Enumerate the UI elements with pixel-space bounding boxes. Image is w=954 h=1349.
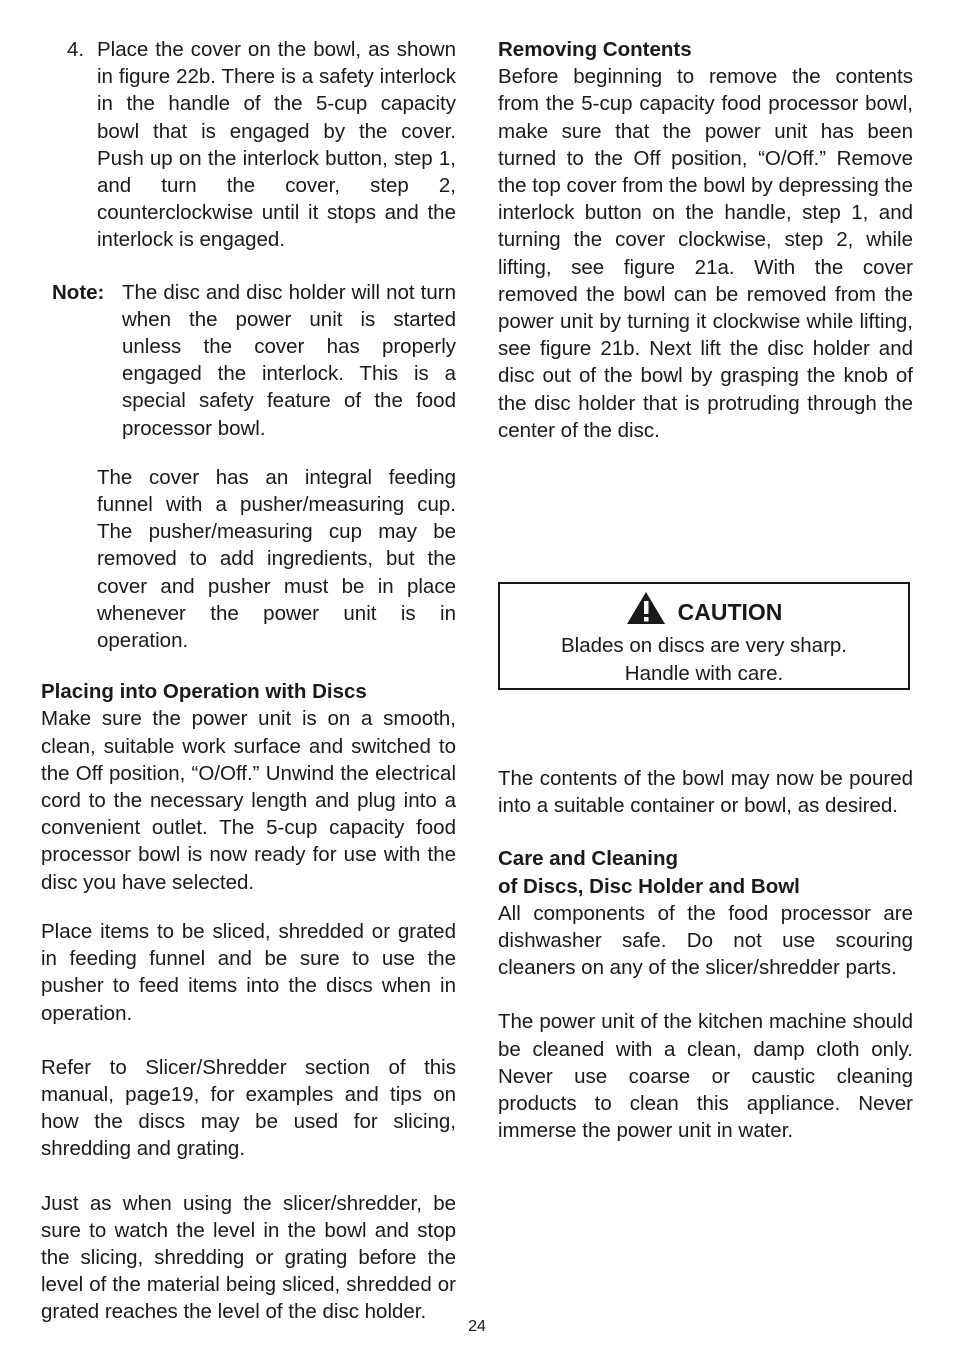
caution-box [498,582,910,690]
step-4 [41,36,456,254]
note-text: The disc and disc holder will not turn when the power unit is started unless the cover has properly engaged the interlock. This is a special safety feature of the food processor bowl. [122,280,456,440]
right-column [498,36,913,444]
care-heading-line-2: of Discs, Disc Holder and Bowl [498,874,800,898]
care-paragraph-1: All components of the food processor are dishwasher safe. Do not use scouring cleaners on any of the slicer/shredder parts. [498,901,913,980]
care-paragraph-2: The power unit of the kitchen machine should be cleaned with a clean, damp cloth only. Never use coarse or caustic cleaning products to clean this appliance. Never immerse the power unit in water. [498,1010,913,1143]
cover-paragraph: The cover has an integral feeding funnel with a pusher/measuring cup. The pusher/measuring cup may be removed to add ingredients, but the cover and pusher must be in place whenever the power unit is in operation. [97,465,456,653]
note-label: Note: [52,280,105,304]
warning-triangle-icon [626,591,666,632]
note-block [41,279,456,442]
step-4-text: Place the cover on the bowl, as shown in figure 22b. There is a safety interlock in the handle of the 5-cup capacity bowl that is engaged by the cover. Push up on the interlock button, step 1, and turn the cover, step 2, counterclockwise until it stops and the interlock is engaged. [97,38,456,252]
caution-title: CAUTION [677,598,783,625]
caution-line-1: Blades on discs are very sharp. [561,634,847,657]
contents-paragraph: The contents of the bowl may now be poured into a suitable container or bowl, as desired. [498,767,913,818]
placing-paragraph-3: Refer to Slicer/Shredder section of this manual, page19, for examples and tips on how the discs may be used for slicing, shredding and grating. [41,1055,456,1161]
removing-paragraph: Before beginning to remove the contents from the 5-cup capacity food processor bowl, make sure that the power unit has been turned to the Off position, “O/Off.” Remove the top cover from the bowl by depressing the interlock button on the handle, step 1, and turning the cover clockwise, step 2, while lifting, see figure 21a. With the cover removed the bowl can be removed from the power unit by turning it clockwise while lifting, see figure 21b. Next lift the disc holder and disc out of the bowl by grasping the knob of the disc holder that is protruding through the center of the disc. [498,65,913,442]
step-number: 4. [67,38,85,61]
placing-paragraph-1: Make sure the power unit is on a smooth, clean, suitable work surface and switched to the Off position, “O/Off.” Unwind the electrical cord to the necessary length and plug into a convenient outlet. The 5-cup capacity food processor bowl is now ready for use with the disc you have selected. [41,707,456,894]
placing-paragraph-2: Place items to be sliced, shredded or grated in feeding funnel and be sure to use the pusher to feed items into the discs when in operation. [41,919,456,1025]
removing-heading: Removing Contents [498,38,692,61]
page-number: 24 [468,1318,486,1335]
care-heading-line-1: Care and Cleaning [498,847,678,871]
left-column [41,36,456,1326]
caution-line-2: Handle with care. [624,662,784,685]
placing-heading: Placing into Operation with Discs [41,680,367,704]
placing-paragraph-4: Just as when using the slicer/shredder, be sure to watch the level in the bowl and stop the slicing, shredding or grating before the level of the material being sliced, shredded or grated reaches the level of the disc holder. [41,1191,456,1324]
right-column-lower [498,765,913,1144]
